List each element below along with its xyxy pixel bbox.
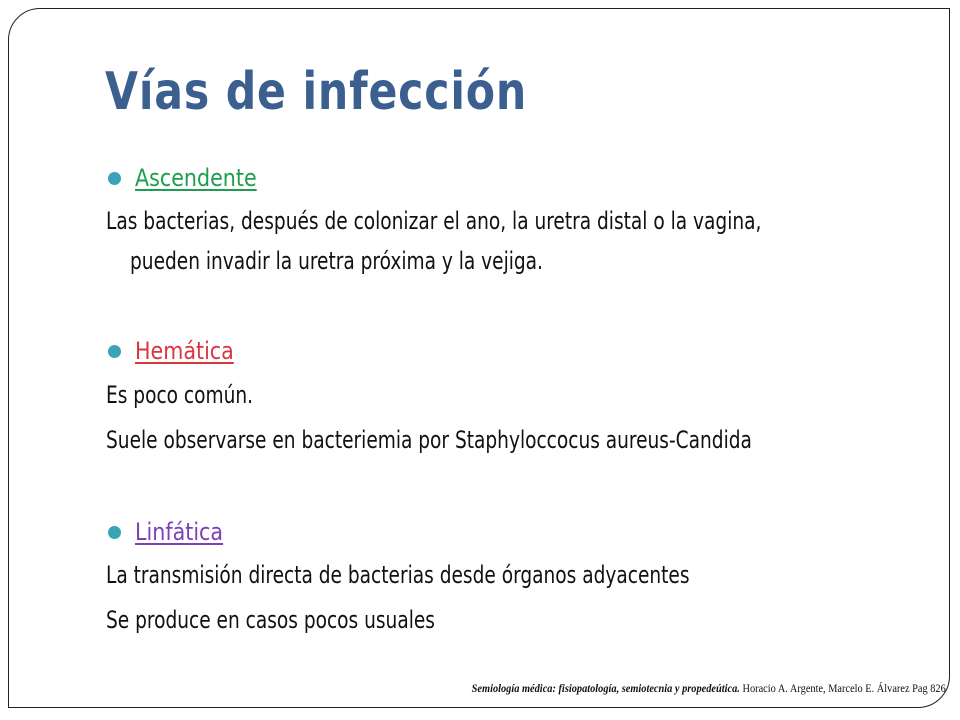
bullet-dot-icon xyxy=(108,526,121,539)
hematica-line-2: Suele observarse en bacteriemia por Staphyloccocus aureus-Candida xyxy=(106,426,752,454)
bullet-hematica xyxy=(108,337,250,365)
citation xyxy=(472,683,946,695)
bullet-dot-icon xyxy=(108,172,121,185)
bullet-ascendente xyxy=(108,164,276,192)
hematica-line-1: Es poco común. xyxy=(106,381,254,409)
bullet-linfatica xyxy=(108,518,237,546)
linfatica-line-2: Se produce en casos pocos usuales xyxy=(106,606,435,634)
slide-title: Vías de infección xyxy=(105,62,528,122)
link-ascendente[interactable]: Ascendente xyxy=(135,164,257,192)
citation-work: Semiología médica: fisiopatología, semiotecnia y propedeútica. xyxy=(471,683,741,695)
bullet-dot-icon xyxy=(108,345,121,358)
citation-authors: Horacio A. Argente, Marcelo E. Álvarez Pag 826 xyxy=(742,683,946,695)
linfatica-line-1: La transmisión directa de bacterias desde órganos adyacentes xyxy=(106,561,690,589)
ascendente-line-2: pueden invadir la uretra próxima y la vejiga. xyxy=(130,247,543,275)
link-hematica[interactable]: Hemática xyxy=(135,337,234,365)
ascendente-line-1: Las bacterias, después de colonizar el ano, la uretra distal o la vagina, xyxy=(106,207,762,235)
link-linfatica[interactable]: Linfática xyxy=(135,518,224,546)
